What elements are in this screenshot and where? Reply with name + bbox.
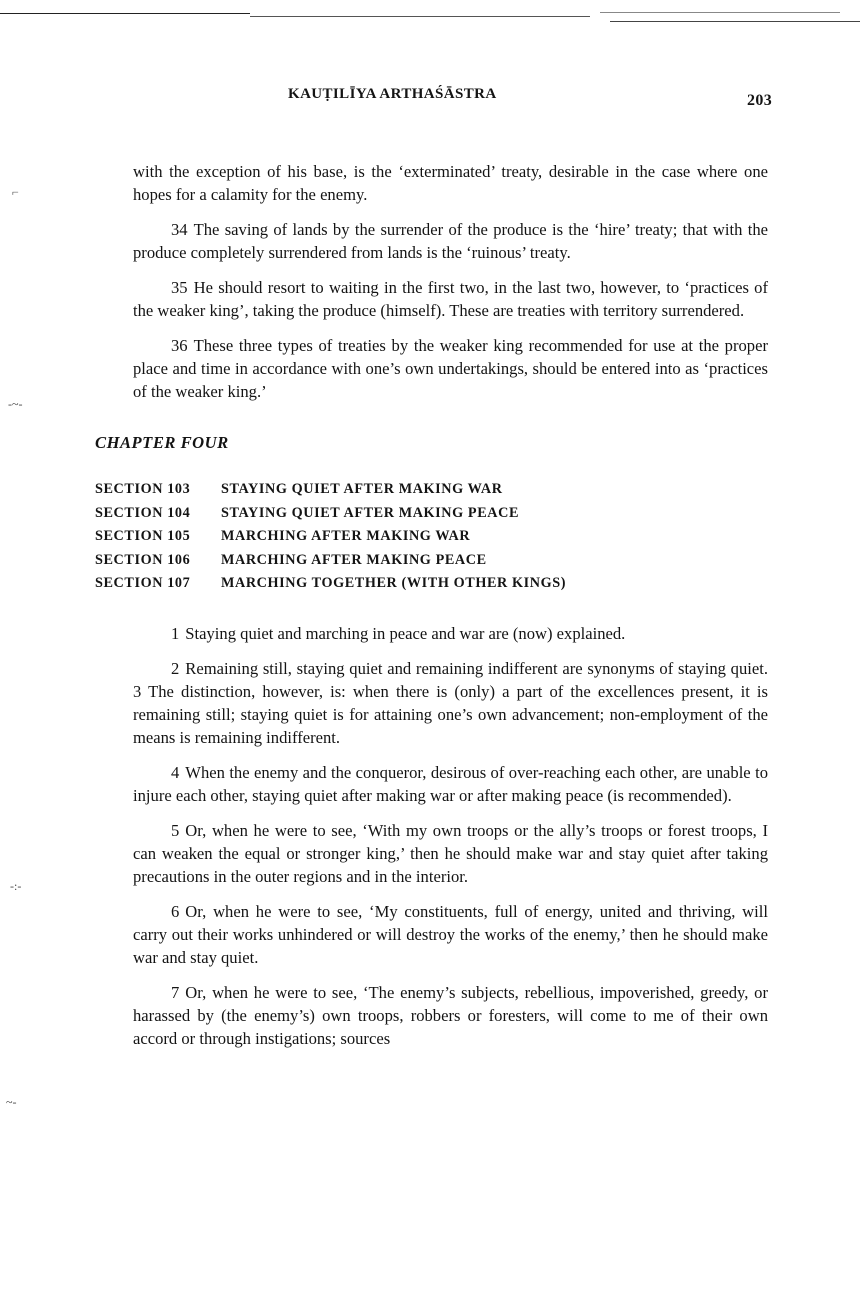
section-title: MARCHING AFTER MAKING PEACE	[221, 551, 487, 568]
section-label: SECTION 107	[95, 575, 191, 591]
paragraph-number: 6	[171, 901, 180, 921]
paragraph-text: When the enemy and the conqueror, desirous of over-reaching each other, are unable to injure each other, staying quiet after making war or after making peace (is recommended).	[133, 762, 768, 805]
page-number: 203	[747, 92, 773, 109]
paragraph-text: He should resort to waiting in the first two, in the last two, however, to ‘practices of the weaker king’, taking the produce (himself). These are treaties with territory surrendered.	[133, 278, 768, 320]
paragraph-number: 4	[171, 762, 180, 782]
margin-mark-2: -~-	[8, 397, 23, 411]
section-title: MARCHING AFTER MAKING WAR	[221, 528, 471, 544]
paragraph-text: Remaining still, staying quiet and remaining indifferent are synonyms of staying quiet. 3 The distinction, however, is: when there is (only) a part of the excellences present, it is remaining still; staying quiet is for attaining one’s own advancement; non-employment of the means is remaining indifferent.	[133, 658, 768, 747]
paragraph	[133, 981, 768, 1050]
paragraph-text: The saving of lands by the surrender of the produce is the ‘hire’ treaty; that with the produce completely surrendered from lands is the ‘ruinous’ treaty.	[133, 220, 768, 262]
section-title: MARCHING TOGETHER (WITH OTHER KINGS)	[221, 575, 567, 591]
scan-rule-top-left	[0, 13, 250, 14]
paragraph-text: with the exception of his base, is the ‘exterminated’ treaty, desirable in the case where one hopes for a calamity for the enemy.	[133, 162, 768, 204]
paragraph	[133, 276, 768, 322]
margin-mark-4: ~-	[6, 1095, 17, 1109]
scan-rule-top-mid	[250, 16, 590, 17]
paragraph	[133, 900, 768, 969]
section-label: SECTION 103	[95, 481, 191, 497]
section-entry	[95, 478, 768, 502]
page-body	[95, 160, 768, 1062]
paragraph-number: 36	[171, 336, 188, 355]
paragraph	[133, 622, 768, 645]
section-label: SECTION 104	[95, 504, 191, 521]
paragraph-number: 2	[171, 658, 180, 678]
section-label: SECTION 106	[95, 551, 191, 568]
section-title: STAYING QUIET AFTER MAKING PEACE	[221, 504, 520, 521]
paragraph-number: 7	[171, 982, 180, 1002]
paragraph-number: 1	[171, 623, 180, 643]
section-list	[95, 478, 768, 596]
section-entry	[95, 549, 768, 573]
section-title: STAYING QUIET AFTER MAKING WAR	[221, 481, 503, 497]
paragraph-number: 5	[171, 820, 180, 840]
paragraph-number: 34	[171, 220, 188, 239]
paragraph	[133, 218, 768, 264]
paragraphs-top	[133, 160, 768, 403]
scan-rule-top-right	[600, 12, 840, 13]
paragraph	[133, 761, 768, 807]
margin-mark-1: ⌐	[12, 185, 19, 199]
paragraph	[133, 160, 768, 206]
paragraph-text: Or, when he were to see, ‘The enemy’s subjects, rebellious, impoverished, greedy, or harassed by (the enemy’s) own troops, robbers or foresters, will come to me of their own accord or through instigations; sources	[133, 982, 768, 1048]
section-entry	[95, 502, 768, 526]
margin-mark-3: -:-	[10, 879, 22, 893]
book-title: KAUṬILĪYA ARTHAŚĀSTRA	[288, 86, 497, 102]
paragraph	[133, 819, 768, 888]
paragraph-text: Staying quiet and marching in peace and war are (now) explained.	[185, 623, 626, 643]
scan-rule-top-right-2	[610, 21, 860, 22]
paragraph	[133, 334, 768, 403]
section-label: SECTION 105	[95, 528, 191, 544]
paragraph-text: Or, when he were to see, ‘My constituents, full of energy, united and thriving, will carry out their works unhindered or will destroy the works of the enemy,’ then he should make war and stay quiet.	[133, 901, 768, 967]
paragraphs-bottom	[133, 622, 768, 1050]
paragraph-number: 35	[171, 278, 188, 297]
paragraph	[133, 657, 768, 749]
paragraph-text: These three types of treaties by the weaker king recommended for use at the proper place and time in accordance with one’s own undertakings, should be entered into as ‘practices of the weaker king.’	[133, 336, 768, 401]
section-entry	[95, 572, 768, 596]
paragraph-text: Or, when he were to see, ‘With my own troops or the ally’s troops or forest troops, I can weaken the equal or stronger king,’ then he should make war and stay quiet after taking precautions in the outer regions and in the interior.	[133, 820, 768, 886]
chapter-title: CHAPTER FOUR	[95, 433, 229, 452]
section-entry	[95, 525, 768, 549]
